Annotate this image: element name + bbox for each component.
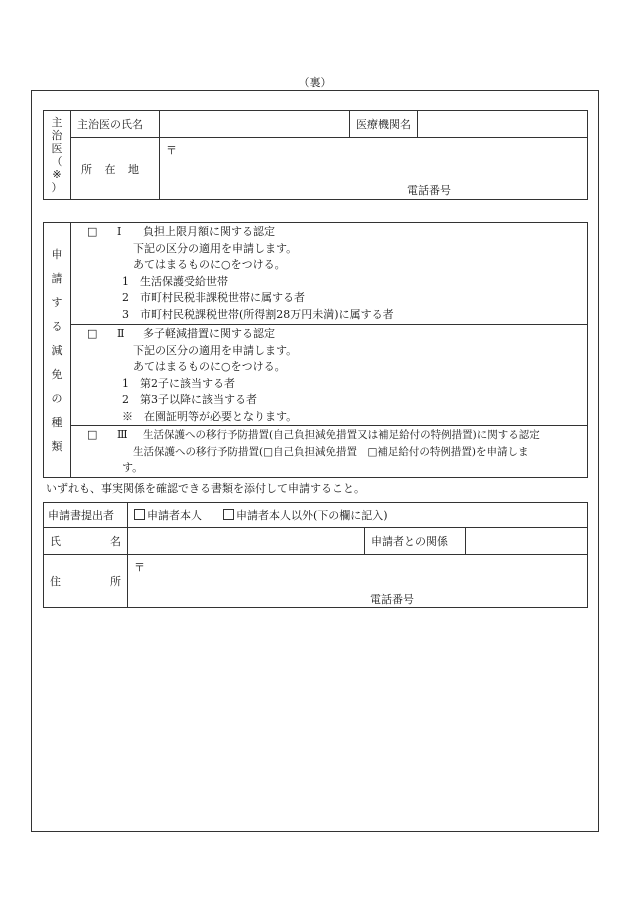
item3-title: 生活保護への移行予防措置(自己負担減免措置又は補足給付の特例措置)に関する認定: [143, 429, 540, 441]
item1-checkbox[interactable]: □: [87, 225, 98, 238]
doctor-name-field[interactable]: [160, 111, 350, 138]
item3-numeral: Ⅲ: [117, 428, 128, 441]
applicant-phone-label: 電話番号: [370, 593, 414, 606]
item3-line2: す。: [122, 461, 144, 474]
item2-checkbox[interactable]: □: [87, 327, 98, 340]
item2-line2: あてはまるものに○をつける。: [133, 360, 286, 373]
applicant-postal-mark: 〒: [134, 561, 145, 574]
submitter-options: [128, 503, 588, 528]
option-other[interactable]: 申請者本人以外(下の欄に記入): [223, 509, 388, 522]
relation-label: 申請者との関係: [365, 528, 466, 555]
doctor-side-label: 主 治 医 （ ※ ）: [44, 111, 71, 200]
postal-mark: 〒: [166, 144, 177, 157]
institution-label: 医療機関名: [350, 111, 418, 138]
doctor-address-field[interactable]: [160, 138, 588, 200]
item2-block: [71, 325, 588, 426]
item1-line1: 下記の区分の適用を申請します。: [133, 241, 298, 255]
applicant-name-field[interactable]: [128, 528, 365, 555]
item1-title: 負担上限月額に関する認定: [143, 225, 275, 238]
item3-line1: 生活保護への移行予防措置(□自己負担減免措置 □補足給付の特例措置)を申請しま: [133, 445, 529, 458]
doctor-phone-label: 電話番号: [407, 184, 451, 197]
item2-title: 多子軽減措置に関する認定: [143, 327, 275, 340]
relation-field[interactable]: [466, 528, 588, 555]
item1-option-3[interactable]: 3 市町村民税課税世帯(所得割28万円未満)に属する者: [122, 307, 394, 321]
item3-checkbox[interactable]: □: [87, 428, 98, 441]
attachment-note: いずれも、事実関係を確認できる書類を添付して申請すること。: [46, 482, 365, 495]
applicant-address-field[interactable]: [128, 555, 588, 608]
institution-field[interactable]: [418, 111, 588, 138]
checkbox-other[interactable]: [223, 509, 234, 520]
item2-option-1[interactable]: 1 第2子に該当する者: [122, 376, 235, 390]
item3-block: [71, 426, 588, 478]
doctor-table: [43, 110, 588, 200]
applicant-name-label: 氏 名: [44, 528, 128, 555]
item2-note: ※ 在園証明等が必要となります。: [122, 409, 298, 423]
option-self[interactable]: 申請者本人: [134, 509, 202, 522]
reduction-table: [43, 222, 588, 478]
item1-block: [71, 223, 588, 325]
item1-numeral: Ⅰ: [117, 225, 122, 238]
item1-option-1[interactable]: 1 生活保護受給世帯: [122, 274, 228, 288]
applicant-address-label: 住 所: [44, 555, 128, 608]
doctor-address-label: 所 在 地: [71, 138, 160, 200]
applicant-table: [43, 502, 588, 608]
item2-numeral: Ⅱ: [117, 327, 125, 340]
doctor-name-label: 主治医の氏名: [71, 111, 160, 138]
item1-option-2[interactable]: 2 市町村民税非課税世帯に属する者: [122, 291, 305, 304]
submitter-label: 申請書提出者: [44, 503, 128, 528]
checkbox-self[interactable]: [134, 509, 145, 520]
page-title: （裏）: [298, 76, 332, 89]
item2-option-2[interactable]: 2 第3子以降に該当する者: [122, 393, 257, 406]
item1-line2: あてはまるものに○をつける。: [133, 258, 286, 271]
reduction-side-label: 申 請 す る 減 免 の 種 類: [44, 223, 71, 478]
item2-line1: 下記の区分の適用を申請します。: [133, 343, 298, 357]
